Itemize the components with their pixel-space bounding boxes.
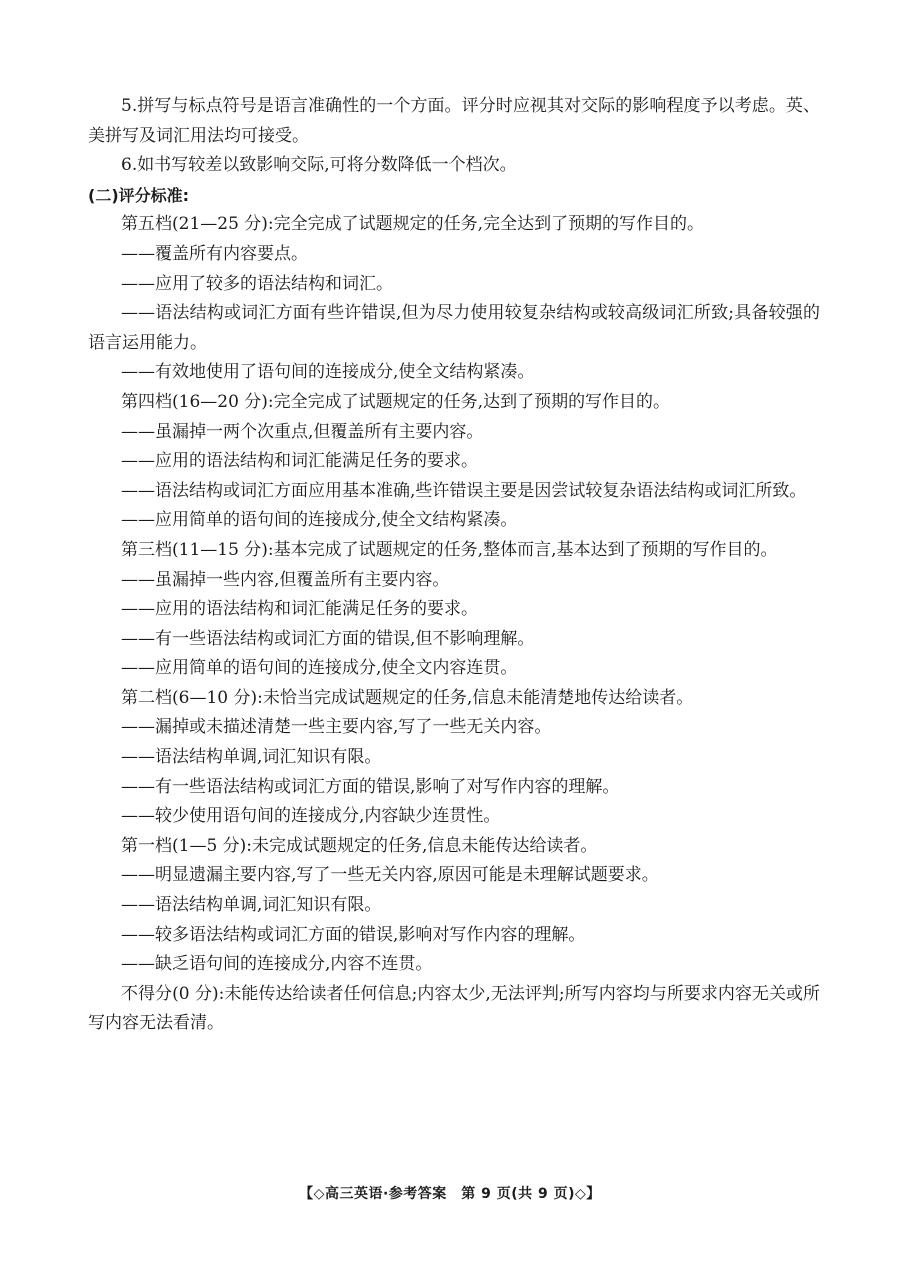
criteria-line: ——虽漏掉一些内容,但覆盖所有主要内容。 <box>121 569 450 590</box>
criteria-line: ——有一些语法结构或词汇方面的错误,但不影响理解。 <box>121 628 535 649</box>
criteria-line: ——漏掉或未描述清楚一些主要内容,写了一些无关内容。 <box>121 717 552 738</box>
criteria-line: ——较多语法结构或词汇方面的错误,影响对写作内容的理解。 <box>121 924 586 945</box>
criteria-line: ——语法结构或词汇方面应用基本准确,些许错误主要是因尝试较复杂语法结构或词汇所致。 <box>121 480 807 501</box>
paragraph-6: 6.如书写较差以致影响交际,可将分数降低一个档次。 <box>121 155 517 176</box>
criteria-line: ——语法结构单调,词汇知识有限。 <box>121 895 382 916</box>
criteria-line: 第三档(11—15 分):基本完成了试题规定的任务,整体而言,基本达到了预期的写作目的。 <box>121 539 778 560</box>
criteria-line: ——应用的语法结构和词汇能满足任务的要求。 <box>121 599 478 620</box>
criteria-line: 第二档(6—10 分):未恰当完成试题规定的任务,信息未能清楚地传达给读者。 <box>121 687 694 708</box>
criteria-line: ——明显遗漏主要内容,写了一些无关内容,原因可能是未理解试题要求。 <box>121 865 659 886</box>
criteria-line: ——应用的语法结构和词汇能满足任务的要求。 <box>121 451 478 472</box>
criteria-line: ——有效地使用了语句间的连接成分,使全文结构紧凑。 <box>121 362 535 383</box>
section-heading: (二)评分标准: <box>88 185 190 205</box>
criteria-line: ——虽漏掉一两个次重点,但覆盖所有主要内容。 <box>121 421 484 442</box>
criteria-line: 第四档(16—20 分):完全完成了试题规定的任务,达到了预期的写作目的。 <box>121 391 671 412</box>
criteria-line: ——缺乏语句间的连接成分,内容不连贯。 <box>121 954 433 975</box>
criteria-line: ——应用简单的语句间的连接成分,使全文内容连贯。 <box>121 658 518 679</box>
document-body <box>88 92 820 1039</box>
criteria-line: ——应用简单的语句间的连接成分,使全文结构紧凑。 <box>121 510 518 531</box>
criteria-line: ——语法结构单调,词汇知识有限。 <box>121 747 382 768</box>
criteria-line: ——较少使用语句间的连接成分,内容缺少连贯性。 <box>121 806 501 827</box>
criteria-line: ——应用了较多的语法结构和词汇。 <box>121 273 393 294</box>
criteria-line: ——覆盖所有内容要点。 <box>121 243 308 264</box>
criteria-line: 不得分(0 分):未能传达给读者任何信息;内容太少,无法评判;所写内容均与所要求内容无关或所写内容无法看清。 <box>88 983 820 1034</box>
page-footer: 【◇高三英语·参考答案 第 9 页(共 9 页)◇】 <box>299 1186 601 1202</box>
paragraph-5: 5.拼写与标点符号是语言准确性的一个方面。评分时应视其对交际的影响程度予以考虑。英、美拼写及词汇用法均可接受。 <box>88 96 820 146</box>
criteria-line: 第五档(21—25 分):完全完成了试题规定的任务,完全达到了预期的写作目的。 <box>121 214 705 235</box>
criteria-line: ——有一些语法结构或词汇方面的错误,影响了对写作内容的理解。 <box>121 776 620 797</box>
criteria-line: ——语法结构或词汇方面有些许错误,但为尽力使用较复杂结构或较高级词汇所致;具备较强的语言运用能力。 <box>88 303 820 353</box>
criteria-line: 第一档(1—5 分):未完成试题规定的任务,信息未能传达给读者。 <box>121 835 598 856</box>
